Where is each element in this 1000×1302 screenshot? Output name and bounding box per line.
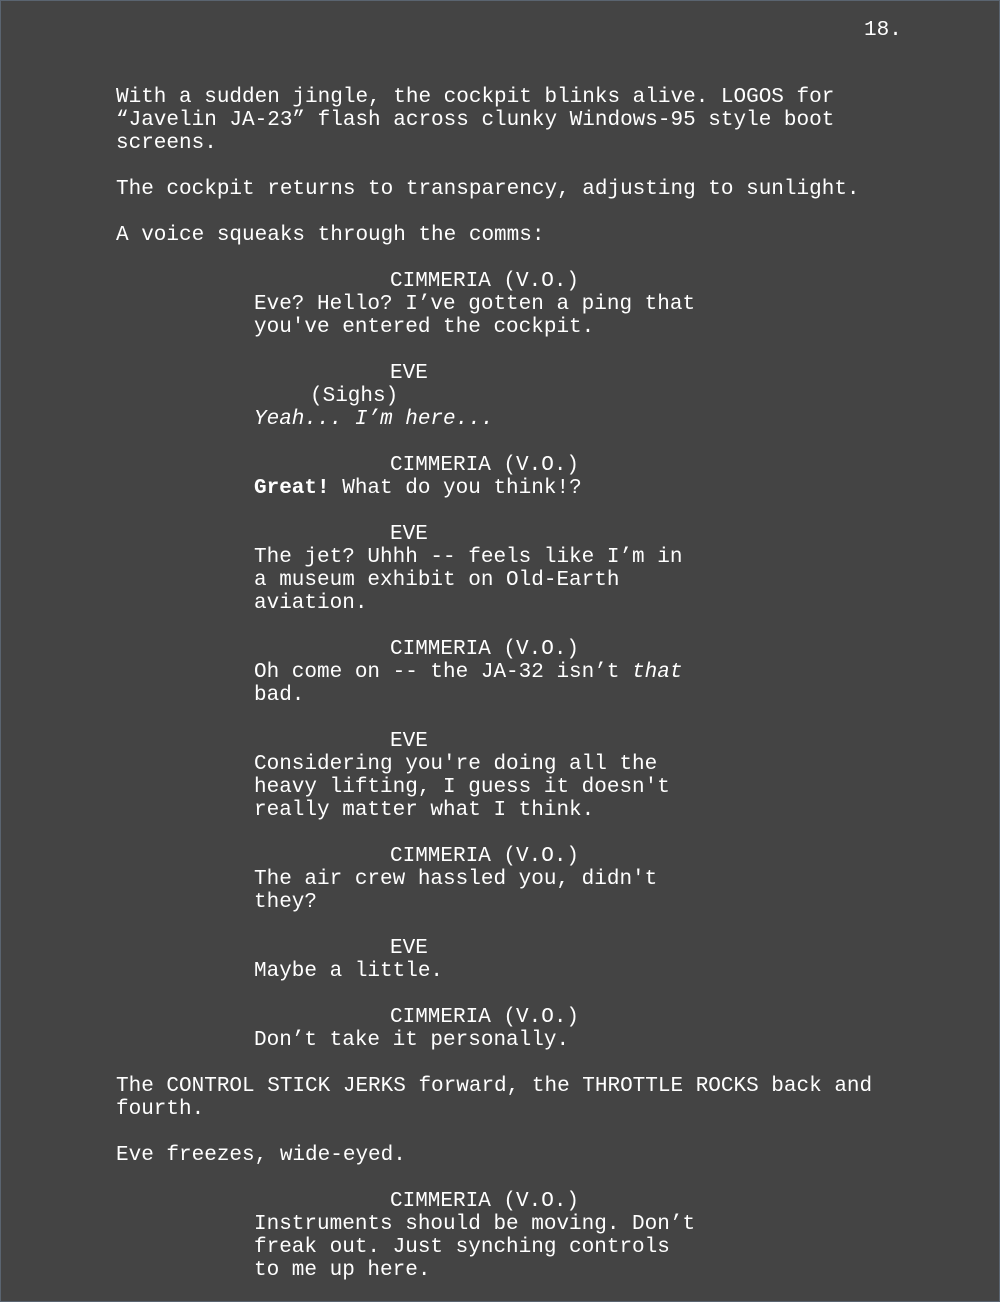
character-name: CIMMERIA (V.O.): [390, 1006, 580, 1029]
action-block: The cockpit returns to transparency, adjusting to sunlight.: [116, 178, 860, 201]
parenthetical: (Sighs): [310, 385, 399, 408]
dialogue: Great! What do you think!?: [254, 477, 582, 500]
action-block: With a sudden jingle, the cockpit blinks alive. LOGOS for “Javelin JA-23” flash across clunky Windows-95 style boot screens.: [116, 86, 835, 155]
dialogue: The air crew hassled you, didn't they?: [254, 868, 658, 914]
dialogue: Oh come on -- the JA-32 isn’t that bad.: [254, 661, 683, 707]
action-block: Eve freezes, wide-eyed.: [116, 1144, 406, 1167]
character-name: EVE: [390, 730, 428, 753]
character-name: EVE: [390, 362, 428, 385]
page-number: 18.: [864, 19, 902, 42]
character-name: CIMMERIA (V.O.): [390, 845, 580, 868]
emphasis-italic: that: [632, 661, 683, 684]
character-name: CIMMERIA (V.O.): [390, 638, 580, 661]
character-name: EVE: [390, 523, 428, 546]
dialogue: Eve? Hello? I’ve gotten a ping that you've entered the cockpit.: [254, 293, 696, 339]
dialogue: Considering you're doing all the heavy lifting, I guess it doesn't really matter what I think.: [254, 753, 670, 822]
action-block: A voice squeaks through the comms:: [116, 224, 545, 247]
dialogue: The jet? Uhhh -- feels like I’m in a museum exhibit on Old-Earth aviation.: [254, 546, 683, 615]
action-block: The CONTROL STICK JERKS forward, the THROTTLE ROCKS back and fourth.: [116, 1075, 873, 1121]
screenplay-body: [0, 86, 1000, 1282]
dialogue: Maybe a little.: [254, 960, 444, 983]
character-name: CIMMERIA (V.O.): [390, 270, 580, 293]
character-name: CIMMERIA (V.O.): [390, 1190, 580, 1213]
dialogue: Instruments should be moving. Don’t freak out. Just synching controls to me up here.: [254, 1213, 696, 1282]
character-name: CIMMERIA (V.O.): [390, 454, 580, 477]
character-name: EVE: [390, 937, 428, 960]
dialogue: Don’t take it personally.: [254, 1029, 570, 1052]
dialogue: Yeah... I’m here...: [254, 408, 494, 431]
emphasis-bold: Great!: [254, 477, 330, 500]
